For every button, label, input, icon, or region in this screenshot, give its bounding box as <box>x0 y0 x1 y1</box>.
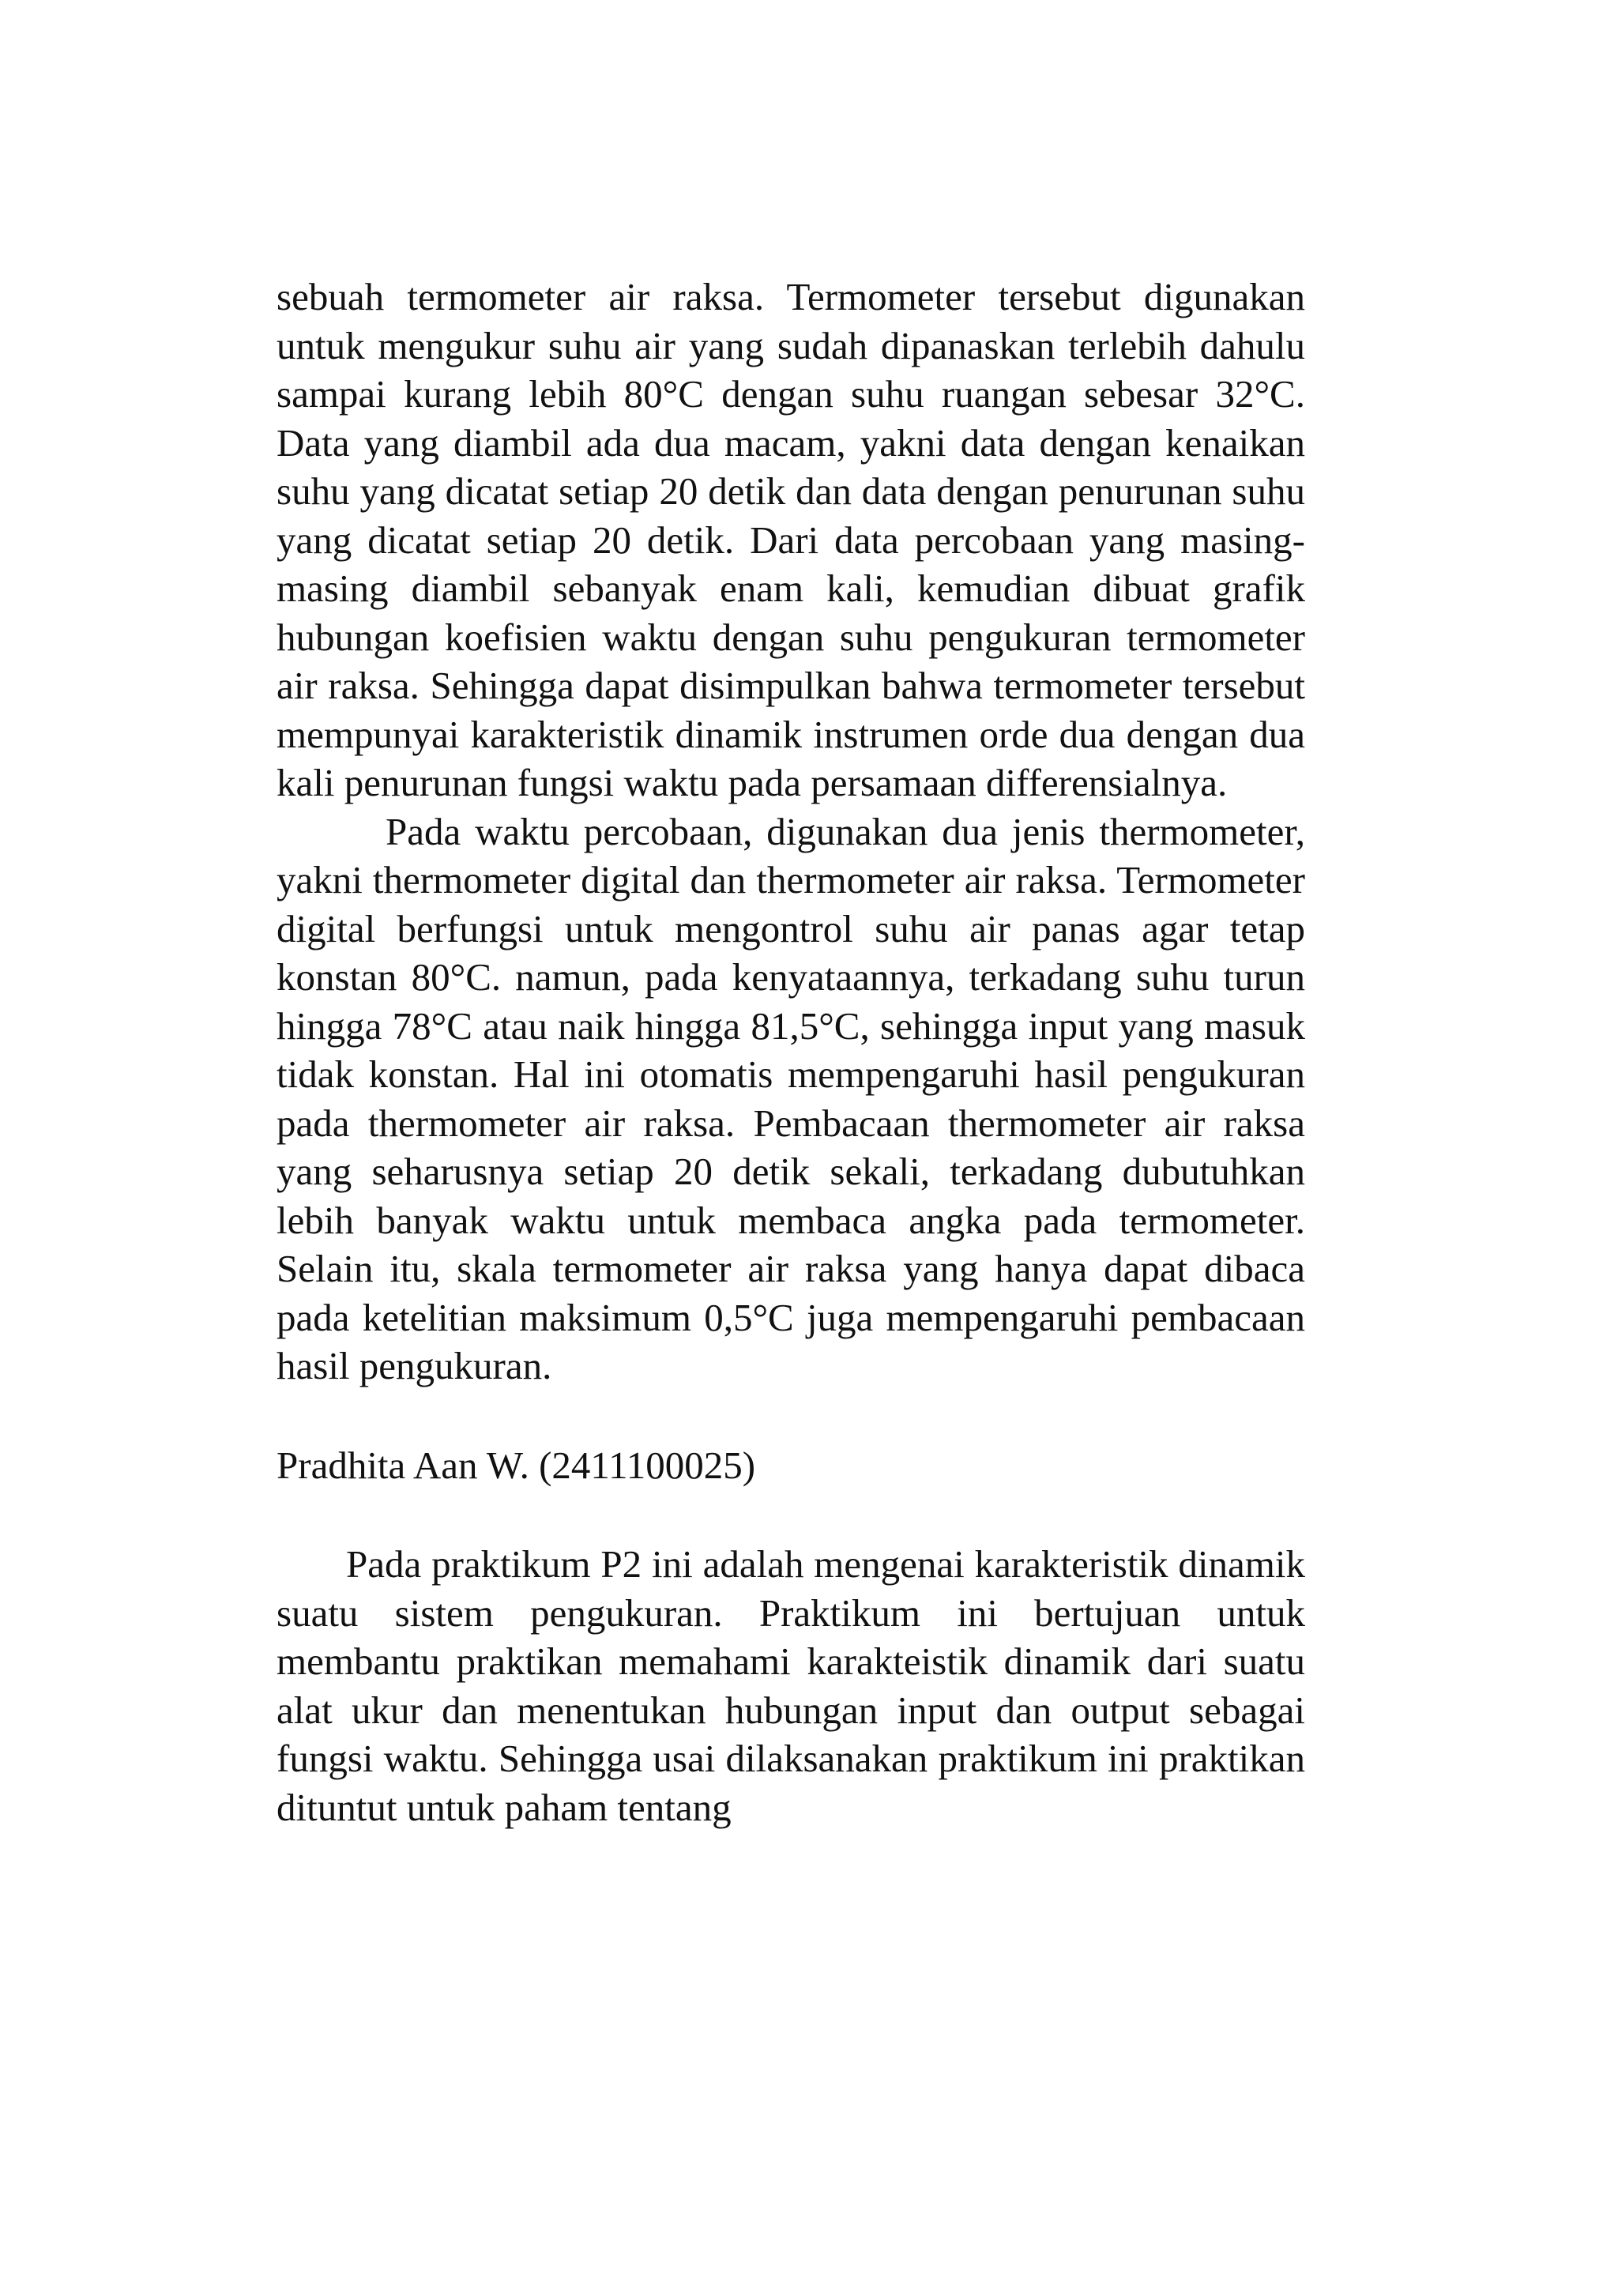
author-name-line: Pradhita Aan W. (2411100025) <box>277 1443 756 1487</box>
paragraph-thermometer-experiment: Pada waktu percobaan, digunakan dua jenis thermometer, yakni thermometer digital dan thermometer air raksa. Termometer digital berfungsi untuk mengontrol suhu air panas agar tetap konstan 80°C. namun, pada kenyataannya, terkadang suhu turun hingga 78°C atau naik hingga 81,5°C, sehingga input yang masuk tidak konstan. Hal ini otomatis mempengaruhi hasil pengukuran pada thermometer air raksa. Pembacaan thermometer air raksa yang seharusnya setiap 20 detik sekali, terkadang dubutuhkan lebih banyak waktu untuk membaca angka pada termometer. Selain itu, skala termometer air raksa yang hanya dapat dibaca pada ketelitian maksimum 0,5°C juga mempengaruhi pembacaan hasil pengukuran. <box>277 809 1305 1387</box>
document-body <box>277 273 1305 1831</box>
paragraph-continued: sebuah termometer air raksa. Termometer tersebut digunakan untuk mengukur suhu air yang sudah dipanaskan terlebih dahulu sampai kurang lebih 80°C dengan suhu ruangan sebesar 32°C. Data yang diambil ada dua macam, yakni data dengan kenaikan suhu yang dicatat setiap 20 detik dan data dengan penurunan suhu yang dicatat setiap 20 detik. Dari data percobaan yang masing-masing diambil sebanyak enam kali, kemudian dibuat grafik hubungan koefisien waktu dengan suhu pengukuran termometer air raksa. Sehingga dapat disimpulkan bahwa termometer tersebut mempunyai karakteristik dinamik instrumen orde dua dengan dua kali penurunan fungsi waktu pada persamaan differensialnya. <box>277 275 1305 804</box>
paragraph-practicum-p2: Pada praktikum P2 ini adalah mengenai karakteristik dinamik suatu sistem pengukuran. Praktikum ini bertujuan untuk membantu praktikan memahami karakteistik dinamik dari suatu alat ukur dan menentukan hubungan input dan output sebagai fungsi waktu. Sehingga usai dilaksanakan praktikum ini praktikan dituntut untuk paham tentang <box>277 1542 1305 1829</box>
